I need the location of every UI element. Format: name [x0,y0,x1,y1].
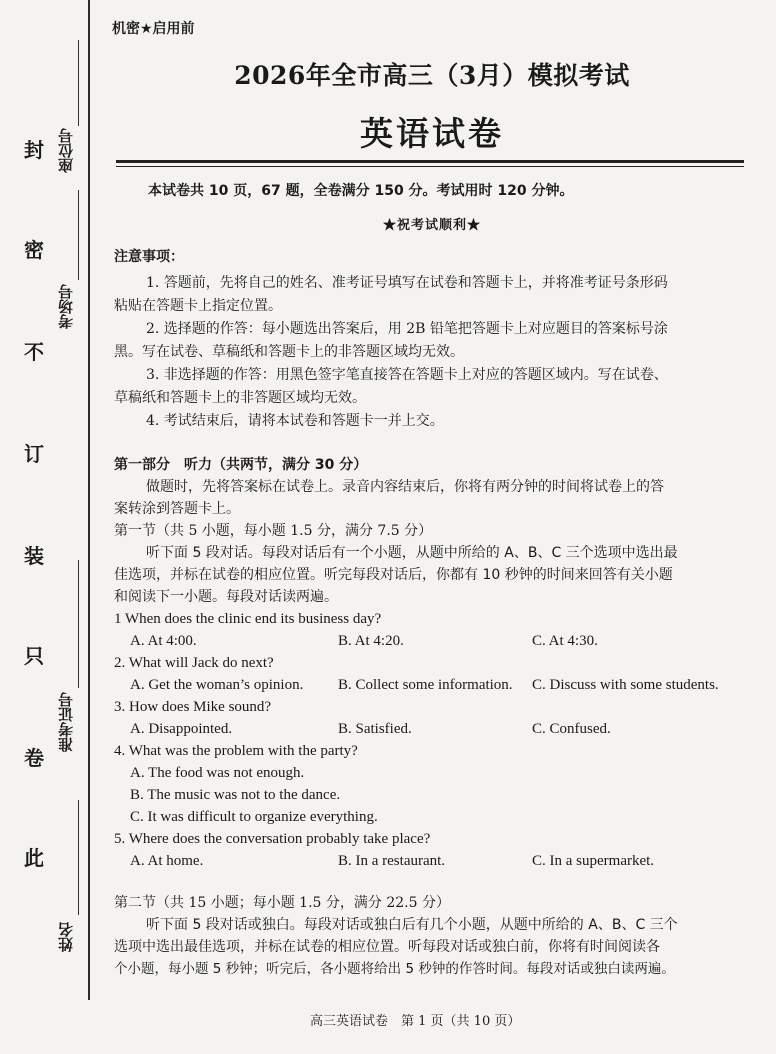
seat-number-field: 座位号 [57,128,75,173]
subject-title: 英语试卷 [360,114,504,153]
good-luck-wish: ★祝考试顺利★ [382,218,481,233]
seal-char: 密 [24,238,44,262]
option-b: B. Collect some information. [338,677,513,693]
note-line: 草稿纸和答题卡上的非答题区域均无效。 [114,390,366,406]
part1-intro: 案转涂到答题卡上。 [114,501,240,517]
seal-char: 不 [24,340,44,364]
option-c: C. In a supermarket. [532,853,655,869]
part1-heading: 第一部分 听力（共两节，满分 30 分） [114,457,368,473]
name-field: 姓名 [57,922,75,952]
seal-char: 只 [24,644,44,668]
section2-intro: 选项中选出最佳选项，并标在试卷的相应位置。听每段对话或独白前，你将有时间阅读各 [114,939,660,955]
question-1: 1 When does the clinic end its business day? [114,611,382,627]
option-b: B. The music was not to the dance. [130,787,341,803]
seal-char: 此 [24,846,44,870]
seal-char: 装 [24,544,44,568]
option-c: C. Confused. [532,721,611,737]
seal-char: 订 [24,442,44,466]
part1-intro: 做题时，先将答案标在试卷上。录音内容结束后，你将有两分钟的时间将试卷上的答 [146,479,664,495]
binding-line [88,0,90,1000]
option-a: A. The food was not enough. [130,765,305,781]
binding-strip [0,0,92,1054]
question-2: 2. What will Jack do next? [114,655,274,671]
note-line: 4. 考试结束后，请将本试卷和答题卡一并上交。 [146,413,444,429]
section1-intro: 佳选项，并标在试卷的相应位置。听完每段对话后，你都有 10 秒钟的时间来回答有关小题 [114,567,673,583]
option-a: A. Disappointed. [130,721,233,737]
option-c: C. Discuss with some students. [532,677,719,693]
option-a: A. At home. [130,853,204,869]
question-4: 4. What was the problem with the party? [114,743,358,759]
section1-intro: 和阅读下一小题。每段对话读两遍。 [114,589,338,605]
option-b: B. At 4:20. [338,633,404,649]
field-underline [78,40,79,126]
note-line: 1. 答题前，先将自己的姓名、准考证号填写在试卷和答题卡上，并将准考证号条形码 [146,275,668,291]
section2-heading: 第二节（共 15 小题；每小题 1.5 分，满分 22.5 分） [114,895,450,911]
option-b: B. In a restaurant. [338,853,446,869]
notes-heading: 注意事项： [114,249,184,265]
exam-room-field: 考场号 [57,284,75,329]
admission-number-field: 准考证号 [57,692,75,752]
note-line: 黑。写在试卷、草稿纸和答题卡上的非答题区域均无效。 [114,344,464,360]
note-line: 3. 非选择题的作答：用黑色签字笔直接答在答题卡上对应的答题区域内。写在试卷、 [146,367,668,383]
seal-char: 卷 [24,746,44,770]
note-line: 2. 选择题的作答：每小题选出答案后，用 2B 铅笔把答题卡上对应题目的答案标号涂 [146,321,668,337]
header-rule [116,160,744,163]
field-underline [78,800,79,915]
exam-info: 本试卷共 10 页，67 题，全卷满分 150 分。考试用时 120 分钟。 [148,183,574,199]
field-underline [78,560,79,688]
exam-title: 2026年全市高三（3月）模拟考试 [234,61,630,90]
confidential-label: 机密★启用前 [112,21,195,37]
section1-heading: 第一节（共 5 小题，每小题 1.5 分，满分 7.5 分） [114,523,433,539]
option-b: B. Satisfied. [338,721,412,737]
question-5: 5. Where does the conversation probably take place? [114,831,431,847]
section2-intro: 个小题，每小题 5 秒钟；听完后，各小题将给出 5 秒钟的作答时间。每段对话或独白读两遍。 [114,961,675,977]
note-line: 粘贴在答题卡上指定位置。 [114,298,282,314]
option-c: C. It was difficult to organize everything. [130,809,378,825]
option-c: C. At 4:30. [532,633,598,649]
section2-intro: 听下面 5 段对话或独白。每段对话或独白后有几个小题，从题中所给的 A、B、C 三个 [146,917,678,933]
page-footer: 高三英语试卷 第 1 页（共 10 页） [310,1014,521,1029]
field-underline [78,190,79,280]
seal-char: 封 [24,138,44,162]
option-a: A. Get the woman’s opinion. [130,677,304,693]
question-3: 3. How does Mike sound? [114,699,272,715]
section1-intro: 听下面 5 段对话。每段对话后有一个小题，从题中所给的 A、B、C 三个选项中选出最 [146,545,678,561]
header-rule [116,166,744,167]
option-a: A. At 4:00. [130,633,197,649]
